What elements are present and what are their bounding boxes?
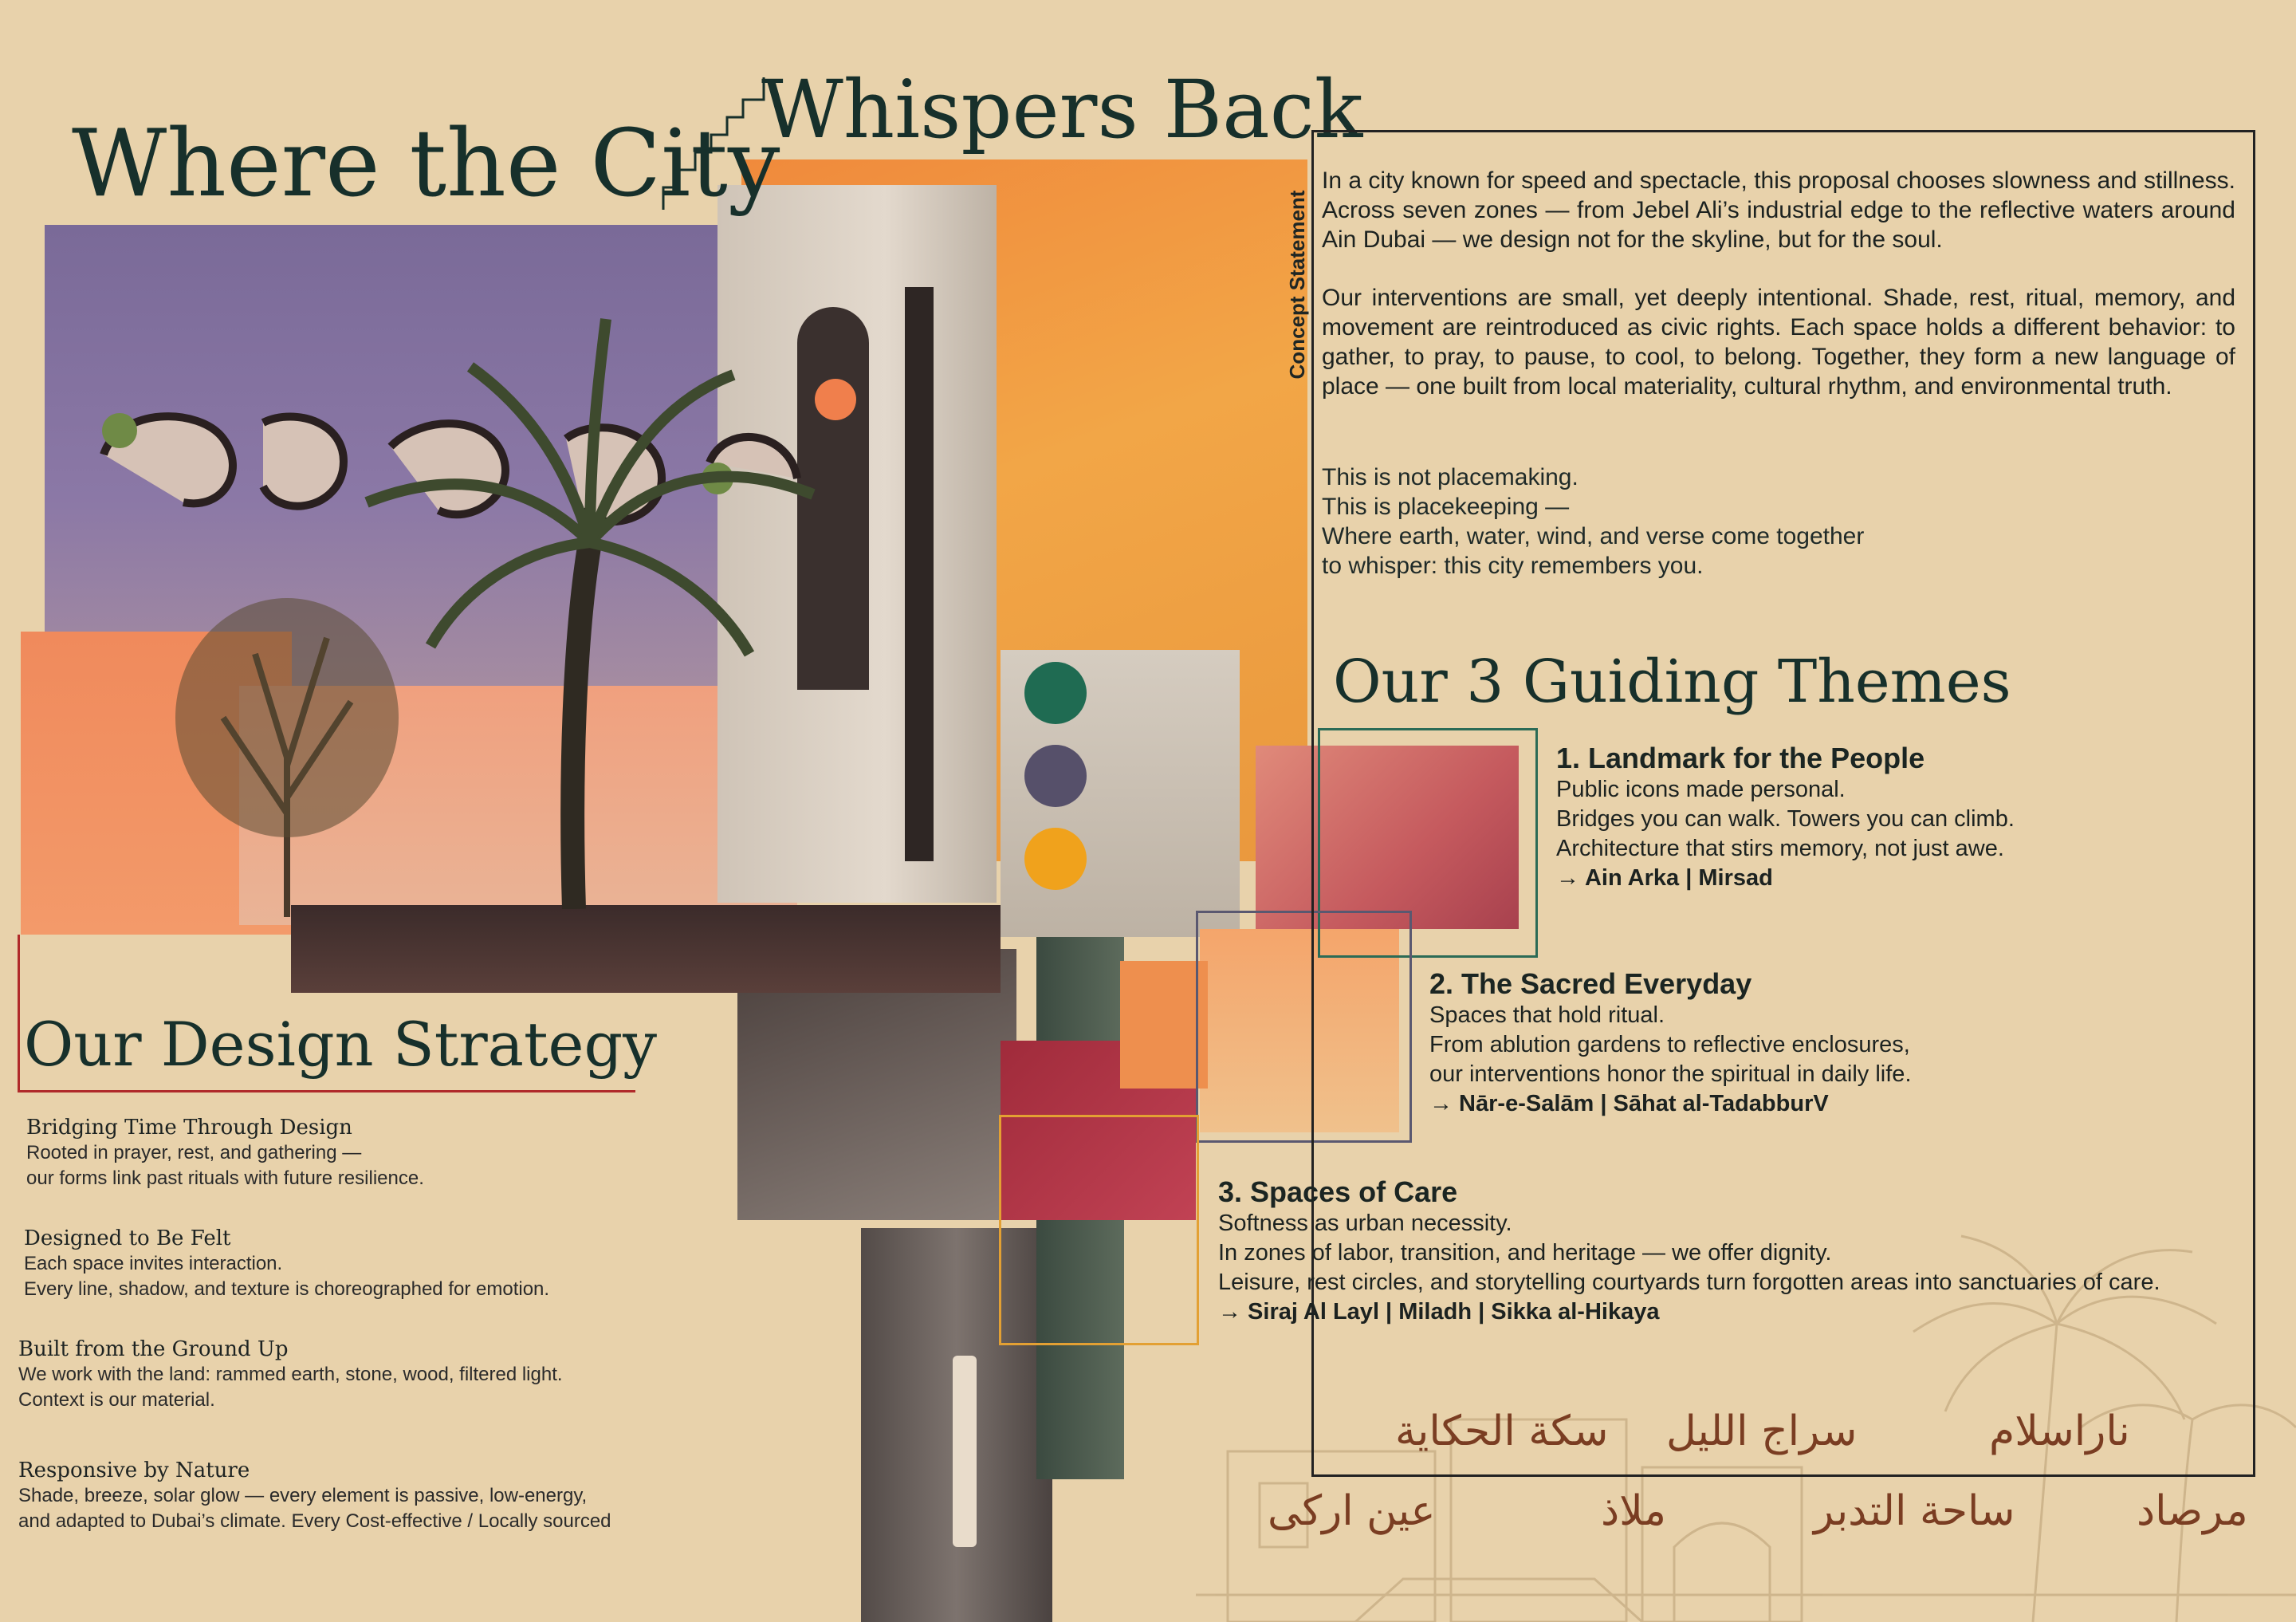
strategy-item [18, 1337, 688, 1413]
theme-line: Architecture that stirs memory, not just awe. [1556, 836, 2004, 861]
strategy-heading: Our Design Strategy [24, 1009, 658, 1080]
theme-line: Softness as urban necessity. [1218, 1211, 1512, 1236]
arabic-name: سراج الليل [1666, 1407, 1858, 1455]
strategy-item-line: our forms link past rituals with future resilience. [26, 1167, 424, 1189]
arabic-name: ساحة التدبر [1814, 1487, 2015, 1535]
amber-circle [1024, 828, 1087, 890]
title-part2: Whispers Back [761, 63, 1363, 156]
strategy-item-line: Each space invites interaction. [24, 1253, 283, 1274]
pillar-light-slot [953, 1356, 977, 1547]
strategy-item-line: We work with the land: rammed earth, stone, wood, filtered light. [18, 1364, 563, 1385]
strategy-item [18, 1458, 720, 1534]
slate-circle [1024, 745, 1087, 807]
strategy-item-line: Context is our material. [18, 1389, 215, 1411]
strategy-item-title: Designed to Be Felt [24, 1226, 231, 1250]
strategy-item-title: Built from the Ground Up [18, 1337, 289, 1361]
tower-slit [905, 287, 934, 861]
concept-stanza [1322, 463, 1864, 581]
theme-line: Public icons made personal. [1556, 777, 1846, 802]
theme-title: 2. The Sacred Everyday [1429, 967, 1752, 1000]
concept-statement [1322, 166, 2235, 430]
arabic-name: مرصاد [2137, 1487, 2248, 1535]
arabic-name: عين اركى [1268, 1487, 1436, 1535]
theme-places: → Nār-e-Salām | Sāhat al-TadabburV [1429, 1091, 1829, 1116]
theme-title: 3. Spaces of Care [1218, 1175, 1458, 1208]
title-part1: Where the City [72, 110, 780, 218]
strategy-item-line: and adapted to Dubai’s climate. Every Cost-effective / Locally sourced [18, 1510, 611, 1532]
arabic-name: ناراسلام [1989, 1407, 2130, 1455]
arabic-name: ملاذ [1601, 1487, 1667, 1535]
stanza-line: This is placekeeping — [1322, 494, 1570, 520]
stanza-line: Where earth, water, wind, and verse come together [1322, 523, 1865, 549]
strategy-item-title: Bridging Time Through Design [26, 1116, 352, 1140]
theme-item [1556, 742, 2242, 893]
theme-title: 1. Landmark for the People [1556, 742, 1925, 774]
concept-paragraph: Our interventions are small, yet deeply intentional. Shade, rest, ritual, memory, and movement are reintroduced as civic rights. Each space holds a different behavior: to gather, to pray, to pause, to cool, to belong. Together, they form a new language of place — one built from local materiality, cultural rhythm, and environmental truth. [1322, 285, 2235, 400]
theme-places: → Siraj Al Layl | Miladh | Sikka al-Hikaya [1218, 1299, 1660, 1325]
strategy-item-line: Rooted in prayer, rest, and gathering — [26, 1142, 362, 1163]
stanza-line: to whisper: this city remembers you. [1322, 553, 1704, 579]
theme3-frame [999, 1115, 1199, 1345]
concept-paragraph: In a city known for speed and spectacle, this proposal chooses slowness and stillness. Across seven zones — from Jebel Ali’s industrial edge to the reflective waters around Ain Dubai — we design not for the skyline, but for the soul. [1322, 167, 2235, 253]
theme-line: Spaces that hold ritual. [1429, 1002, 1665, 1028]
theme-line: Leisure, rest circles, and storytelling courtyards turn forgotten areas into sanctuaries of care. [1218, 1270, 2160, 1295]
theme-places: → Ain Arka | Mirsad [1556, 865, 1773, 891]
concept-label: Concept Statement [1285, 190, 1309, 380]
strategy-item [24, 1226, 662, 1302]
orange-texture-tile [1120, 961, 1208, 1089]
theme-line: From ablution gardens to reflective enclosures, [1429, 1032, 1910, 1057]
title-steps-ornament [662, 76, 765, 211]
theme-line: Bridges you can walk. Towers you can climb. [1556, 806, 2015, 832]
theme-item [1429, 967, 2147, 1119]
theme-line: our interventions honor the spiritual in daily life. [1429, 1061, 1912, 1087]
shrub-illustration [159, 558, 415, 917]
strategy-item-title: Responsive by Nature [18, 1459, 250, 1482]
strategy-item-line: Shade, breeze, solar glow — every element is passive, low-energy, [18, 1485, 588, 1506]
strategy-item [26, 1115, 664, 1191]
themes-heading: Our 3 Guiding Themes [1333, 648, 2011, 716]
stanza-line: This is not placemaking. [1322, 464, 1578, 490]
arabic-name: سكة الحكاية [1395, 1407, 1609, 1455]
green-circle [1024, 662, 1087, 724]
theme-item [1218, 1175, 2247, 1327]
theme-line: In zones of labor, transition, and heritage — we offer dignity. [1218, 1240, 1832, 1266]
strategy-item-line: Every line, shadow, and texture is choreographed for emotion. [24, 1278, 550, 1300]
